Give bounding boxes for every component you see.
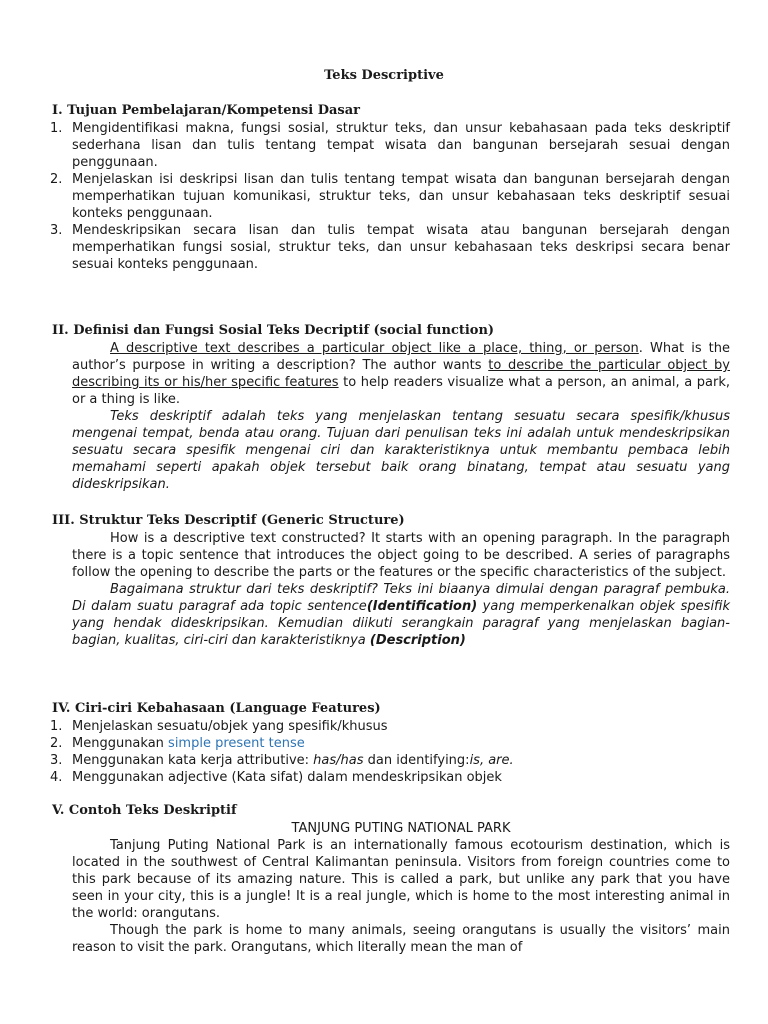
section-4-list xyxy=(50,718,730,786)
list-item: 3. Mendeskripsikan secara lisan dan tulis tempat wisata atau bangunan bersejarah dengan memperhatikan fungsi sosial, struktur teks, dan unsur kebahasaan teks deskripsi secara benar sesuai konteks penggunaan. xyxy=(50,223,730,272)
paragraph: Teks deskriptif adalah teks yang menjelaskan tentang sesuatu secara spesifik/khusus mengenai tempat, benda atau orang. Tujuan dari penulisan teks ini adalah untuk mendeskripsikan sesuatu secara spesifik mengenai ciri dan karakteristiknya untuk membantu pembaca lebih memahami seperti apakah objek tersebut baik orang binatang, tempat atau sesuatu yang dideskripsikan. xyxy=(72,409,730,492)
section-4-heading: IV. Ciri-ciri Kebahasaan (Language Features) xyxy=(52,701,381,716)
paragraph: Bagaimana struktur dari teks deskriptif? Teks ini biaanya dimulai dengan paragraf pembuka. Di dalam suatu paragraf ada topic sentence(Identification) yang memperkenalkan objek spesifik yang hendak dideskripsikan. Kemudian diikuti serangkain paragraf yang menjelaskan bagian-bagian, kualitas, ciri-ciri dan karakteristiknya (Description) xyxy=(72,582,730,648)
section-5-body xyxy=(72,820,730,956)
list-item: 4. Menggunakan adjective (Kata sifat) dalam mendeskripsikan objek xyxy=(50,770,502,785)
page-title: Teks Descriptive xyxy=(324,68,444,83)
list-item: 3. Menggunakan kata kerja attributive: has/has dan identifying:is, are. xyxy=(50,753,514,768)
list-item: 1. Mengidentifikasi makna, fungsi sosial, struktur teks, dan unsur kebahasaan pada teks deskriptif sederhana lisan dan tulis tentang tempat wisata dan bangunan bersejarah sesuai dengan penggunaan. xyxy=(50,121,730,170)
section-3-heading: III. Struktur Teks Descriptif (Generic Structure) xyxy=(52,513,405,528)
story-title: TANJUNG PUTING NATIONAL PARK xyxy=(291,821,511,836)
list-item: 1. Menjelaskan sesuatu/objek yang spesifik/khusus xyxy=(50,719,388,734)
paragraph: A descriptive text describes a particular object like a place, thing, or person. What is the author’s purpose in writing a description? The author wants to describe the particular object by describing its or his/her specific features to help readers visualize what a person, an animal, a park, or a thing is like. xyxy=(72,341,731,407)
section-2-heading: II. Definisi dan Fungsi Sosial Teks Decriptif (social function) xyxy=(52,323,495,338)
section-1-list xyxy=(50,120,730,273)
section-5-heading: V. Contoh Teks Deskriptif xyxy=(52,803,237,818)
paragraph: Though the park is home to many animals, seeing orangutans is usually the visitors’ main reason to visit the park. Orangutans, which literally mean the man of xyxy=(72,923,730,955)
paragraph: Tanjung Puting National Park is an internationally famous ecotourism destination, which is located in the southwest of Central Kalimantan peninsula. Visitors from foreign countries come to this park because of its amazing nature. This is called a park, but unlike any park that you have seen in your city, this is a jungle! It is a real jungle, which is home to the most interesting animal in the world: orangutans. xyxy=(72,838,730,921)
paragraph: How is a descriptive text constructed? It starts with an opening paragraph. In the paragraph there is a topic sentence that introduces the object going to be described. A series of paragraphs follow the opening to describe the parts or the features or the specific characteristics of the subject. xyxy=(72,531,730,580)
section-1-heading: I. Tujuan Pembelajaran/Kompetensi Dasar xyxy=(52,103,360,118)
list-item: 2. Menggunakan simple present tense xyxy=(50,736,305,751)
list-item: 2. Menjelaskan isi deskripsi lisan dan tulis tentang tempat wisata dan bangunan bersejarah dengan memperhatikan tujuan komunikasi, struktur teks, dan unsur kebahasaan teks deskriptif sesuai konteks penggunaan. xyxy=(50,172,730,221)
section-3-body xyxy=(72,530,730,649)
section-2-body xyxy=(72,340,730,493)
